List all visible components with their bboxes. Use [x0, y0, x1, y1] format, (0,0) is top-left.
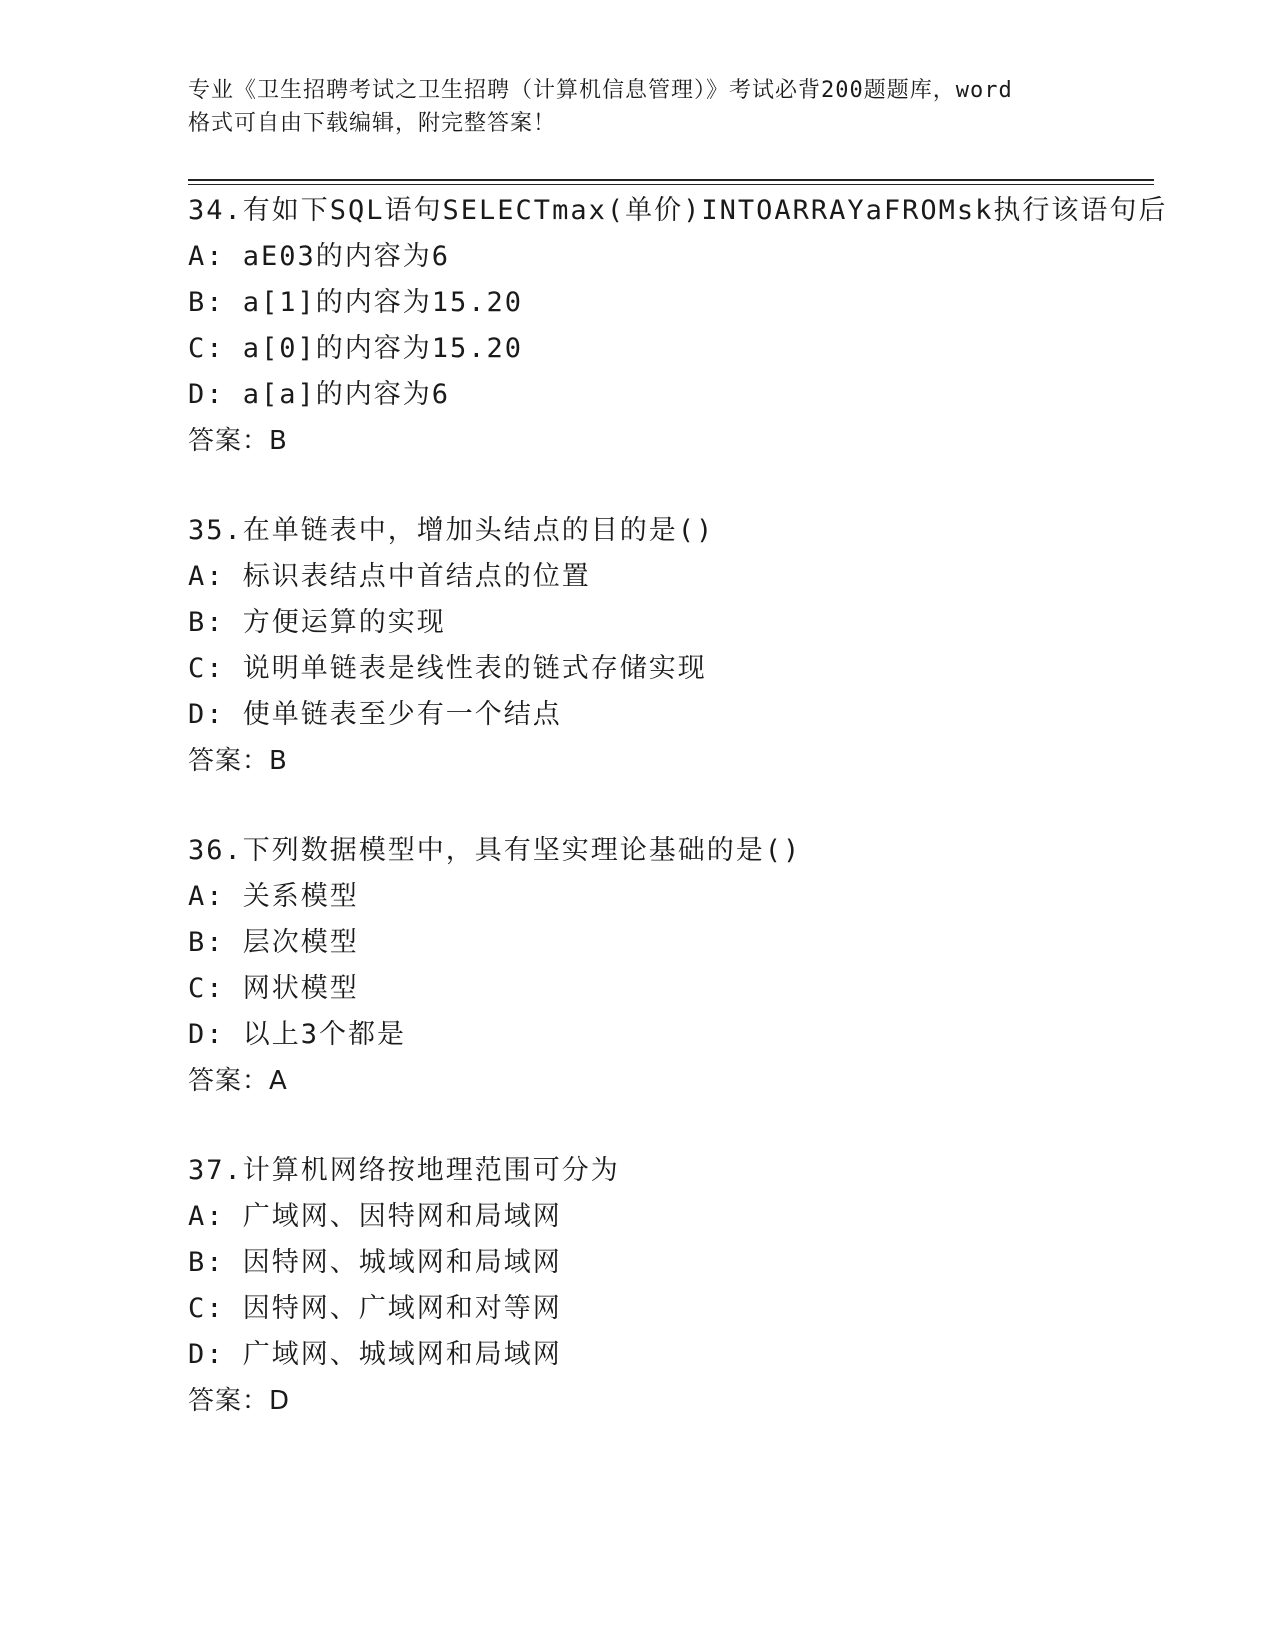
option-c: C: a[0]的内容为15.20: [188, 333, 524, 364]
option-b: B: 方便运算的实现: [188, 607, 446, 638]
option-a: A: 关系模型: [188, 881, 359, 912]
document-header: [188, 74, 1088, 140]
option-a: A: aE03的内容为6: [188, 241, 451, 272]
question-block: [188, 188, 1168, 464]
option-d: D: 以上3个都是: [188, 1019, 407, 1050]
header-line-1: 专业《卫生招聘考试之卫生招聘（计算机信息管理）》考试必背200题题库，word: [188, 78, 1013, 103]
answer-label: 答案：B: [188, 746, 288, 776]
answer-label: 答案：D: [188, 1386, 291, 1416]
answer-label: 答案：A: [188, 1066, 288, 1096]
question-list: [188, 188, 1168, 1468]
answer-label: 答案：B: [188, 426, 288, 456]
option-c: C: 网状模型: [188, 973, 359, 1004]
option-d: D: a[a]的内容为6: [188, 379, 451, 410]
question-text: 37.计算机网络按地理范围可分为: [188, 1155, 620, 1186]
question-block: [188, 508, 1158, 784]
header-divider-thick: [188, 179, 1154, 181]
option-b: B: 因特网、城域网和局域网: [188, 1247, 562, 1278]
option-c: C: 因特网、广域网和对等网: [188, 1293, 562, 1324]
option-b: B: 层次模型: [188, 927, 359, 958]
question-text: 34.有如下SQL语句SELECTmax(单价)INTOARRAYaFROMsk执行该语句后: [188, 195, 1168, 226]
option-a: A: 标识表结点中首结点的位置: [188, 561, 591, 592]
option-b: B: a[1]的内容为15.20: [188, 287, 524, 318]
option-d: D: 广域网、城域网和局域网: [188, 1339, 562, 1370]
header-line-2: 格式可自由下载编辑，附完整答案！: [188, 111, 557, 136]
question-text: 35.在单链表中，增加头结点的目的是(): [188, 515, 715, 546]
option-d: D: 使单链表至少有一个结点: [188, 699, 562, 730]
option-c: C: 说明单链表是线性表的链式存储实现: [188, 653, 707, 684]
option-a: A: 广域网、因特网和局域网: [188, 1201, 562, 1232]
header-divider-thin: [188, 184, 1154, 185]
question-text: 36.下列数据模型中，具有坚实理论基础的是(): [188, 835, 802, 866]
question-block: [188, 1148, 1158, 1424]
question-block: [188, 828, 1158, 1104]
